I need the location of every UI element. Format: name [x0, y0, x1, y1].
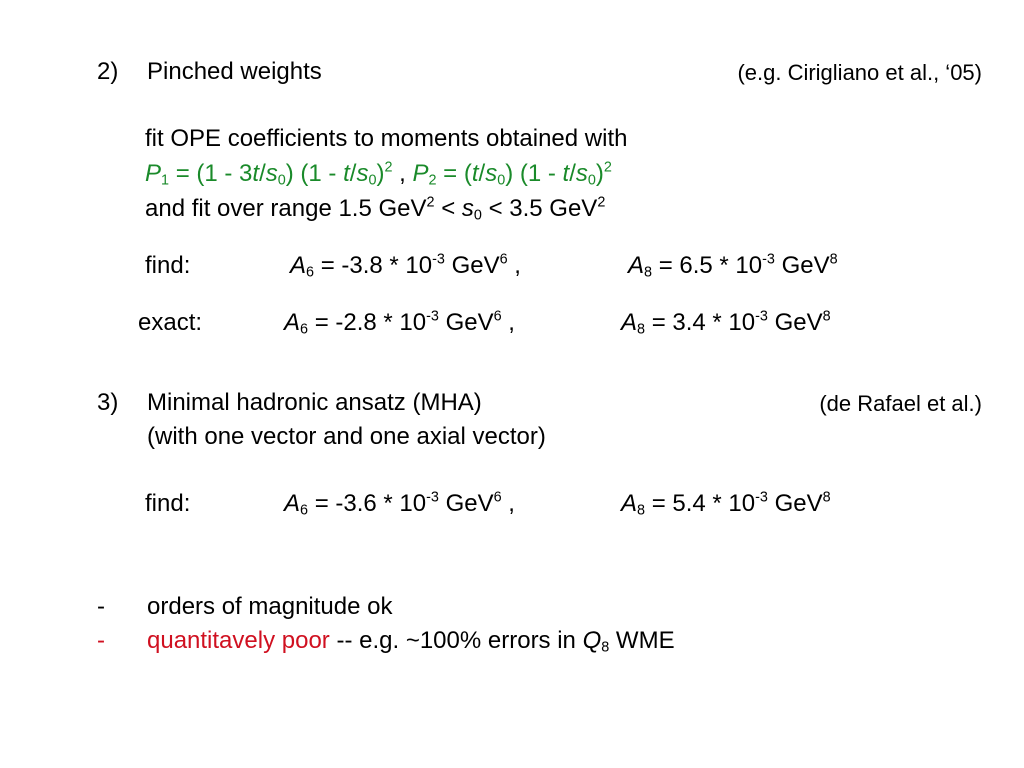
- find-label-pinched: find:: [145, 252, 191, 279]
- bullet-1: -: [97, 593, 105, 620]
- find-a8-pinched: $A_8 = 6.5 * 10^{-3}$ GeV$^8$: [628, 251, 838, 281]
- exact-a6: $A_6 = -2.8 * 10^{-3}$ GeV$^6$ ,: [284, 308, 515, 338]
- find-a8-mha: $A_8 = 5.4 * 10^{-3}$ GeV$^8$: [621, 489, 831, 519]
- find-a6-mha: $A_6 = -3.6 * 10^{-3}$ GeV$^6$ ,: [284, 489, 515, 519]
- conclusion-2-highlight: quantitavely poor: [147, 627, 330, 654]
- weights-formula: $P_1 = (1 - 3t/s_0)$ $(1 - t/s_0)^2$ , $P_2 = (t/s_0)$ $(1 - t/s_0)^2$: [145, 159, 612, 189]
- section3-citation: (de Rafael et al.): [819, 391, 982, 416]
- section3-title: Minimal hadronic ansatz (MHA): [147, 389, 482, 416]
- section2-title: Pinched weights: [147, 58, 322, 85]
- find-a6-pinched: $A_6 = -3.8 * 10^{-3}$ GeV$^6$ ,: [290, 251, 521, 281]
- section2-number: 2): [97, 58, 119, 85]
- section2-citation: (e.g. Cirigliano et al., ‘05): [737, 60, 982, 85]
- section3-number: 3): [97, 389, 119, 416]
- fit-range: and fit over range 1.5 $GeV^2 < s_0 < 3.5$ GeV$^2$: [145, 194, 606, 224]
- conclusion-1: orders of magnitude ok: [147, 593, 393, 620]
- bullet-2: -: [97, 627, 105, 654]
- conclusion-2: quantitavely poor -- e.g. ~100% errors in $Q_8$ WME: [147, 627, 675, 656]
- find-label-mha: find:: [145, 490, 191, 517]
- section3-subtitle: (with one vector and one axial vector): [147, 423, 546, 450]
- exact-a8: $A_8 = 3.4 * 10^{-3}$ GeV$^8$: [621, 308, 831, 338]
- fit-description: fit OPE coefficients to moments obtained with: [145, 125, 628, 152]
- exact-label: exact:: [138, 309, 203, 336]
